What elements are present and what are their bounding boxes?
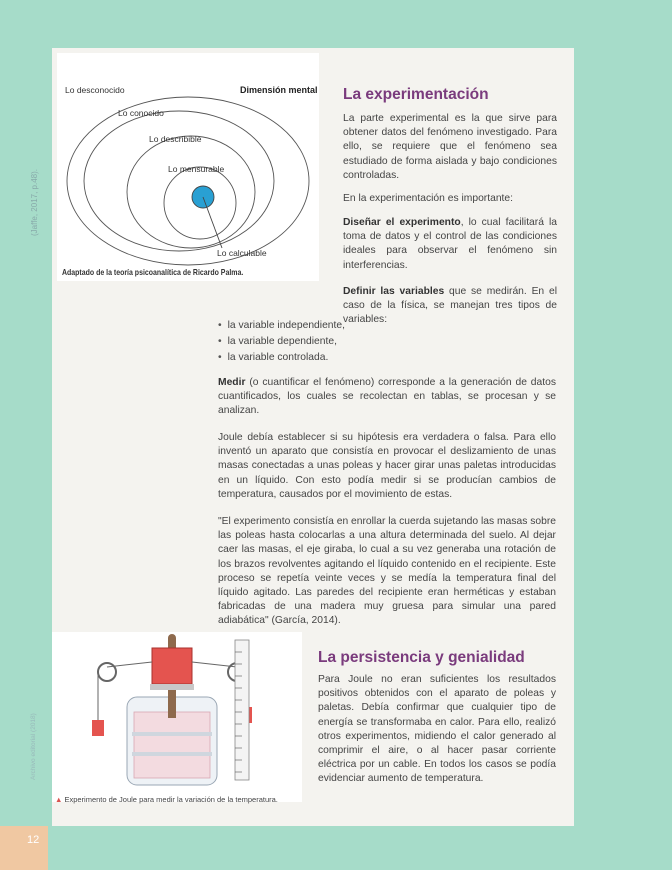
ellipse-unknown [67,97,309,265]
label-calculable: Lo calculable [217,248,267,258]
list-item: • la variable independiente, [218,318,345,334]
paragraph-persistence: Para Joule no eran suficientes los resultados positivos obtenidos con el aparato de poleas y paletas. Debía confirmar que cualquier tipo de energía se transformaba en calor. Para ello, realizó otros experimentos, midiendo el calor generado al comprimir el aire, o al hacer pasar corriente eléctrica por un cable. En todos los casos se podía evidenciar aumento de temperatura. [318,674,556,785]
illustration-caption-text: Experimento de Joule para medir la variación de la temperatura. [64,795,278,804]
liquid [134,712,210,778]
variables-rest: que se medirán. En el caso de la física, se manejan tres tipos de variables: [343,286,557,326]
page-number: 12 [27,834,40,846]
measure-bold: Medir [218,377,246,388]
list-item: • la variable dependiente, [218,334,345,350]
side-citation: (Jaffe, 2017, p.48). [30,168,39,236]
paragraph-variables [343,285,557,328]
measure-rest: (o cuantificar el fenómeno) corresponde a la generación de datos cuantificados, los cuales se recolectan en tablas, se procesan y se analizan. [218,377,556,417]
mass-left [92,720,104,736]
paragraph-design [343,216,557,273]
paragraph-quote: "El experimento consistía en enrollar la cuerda sujetando las masas sobre las poleas hasta colocarlas a una altura determinada del suelo. Al dejar caer las masas, el eje giraba, lo cual a su vez generaba una rotación de los brazos revolventes agitando el líquido contenido en el recipiente. Este proceso se repetía veinte veces y se medía la temperatura final del líquido agitado. Las paredes del recipiente eran herméticas y estaban fabricadas de una madera muy gruesa para simular una pared adiabática" (García, 2014). [218,516,556,627]
section-title-persistence: La persistencia y genialidad [318,649,525,666]
section-title-experimentation: La experimentación [343,86,489,103]
drum [152,648,192,684]
paragraph-important: En la experimentación es importante: [343,193,513,204]
diagram-caption: Adaptado de la teoría psicoanalítica de Ricardo Palma. [62,267,244,277]
design-bold: Diseñar el experimento [343,217,461,228]
caption-triangle-icon: ▲ [55,795,63,804]
label-mental: Dimensión mental [240,85,318,95]
illustration-caption [55,795,278,804]
ellipse-known [84,111,274,251]
drum-base [150,684,194,690]
nested-ellipses-figure [57,53,319,281]
joule-apparatus-illustration [52,632,302,802]
calculable-pointer [203,197,222,248]
page-number-tab [0,826,48,870]
variable-list [218,318,345,366]
label-describable: Lo describible [149,134,202,144]
label-unknown: Lo desconocido [65,85,125,95]
paragraph-intro: La parte experimental es la que sirve para obtener datos del fenómeno investigado. Para ello, se requiere que el fenómeno sea estudiado de forma aislada y bajo condiciones controladas. [343,113,557,181]
design-rest: , lo cual facilitará la toma de datos y el control de las condiciones ideales para observar el fenómeno sin interferencias. [343,217,557,271]
variables-bold: Definir las variables [343,286,445,297]
joule-apparatus-drawing [52,632,302,792]
paddle-row [132,732,212,736]
label-measurable: Lo mensurable [168,164,225,174]
list-item: • la variable controlada. [218,350,345,366]
label-known: Lo conocido [118,108,164,118]
measuring-scale [235,640,249,780]
image-credit: Archivo editorial (2018) [30,713,37,780]
crank [168,634,176,642]
mental-dimension-diagram [57,53,319,281]
paragraph-measure [218,376,556,419]
ellipse-describable [127,136,255,248]
paragraph-joule: Joule debía establecer si su hipótesis era verdadera o falsa. Para ello inventó un aparato que consistía en provocar el deslizamiento de unas masas conectadas a unas poleas y hacer girar unas paletas introducidas en un líquido. Con esto podía medir si se producían cambios de temperatura, causados por el movimiento de estas. [218,432,556,500]
paddle-row [132,752,212,756]
pulley-left [98,663,116,681]
